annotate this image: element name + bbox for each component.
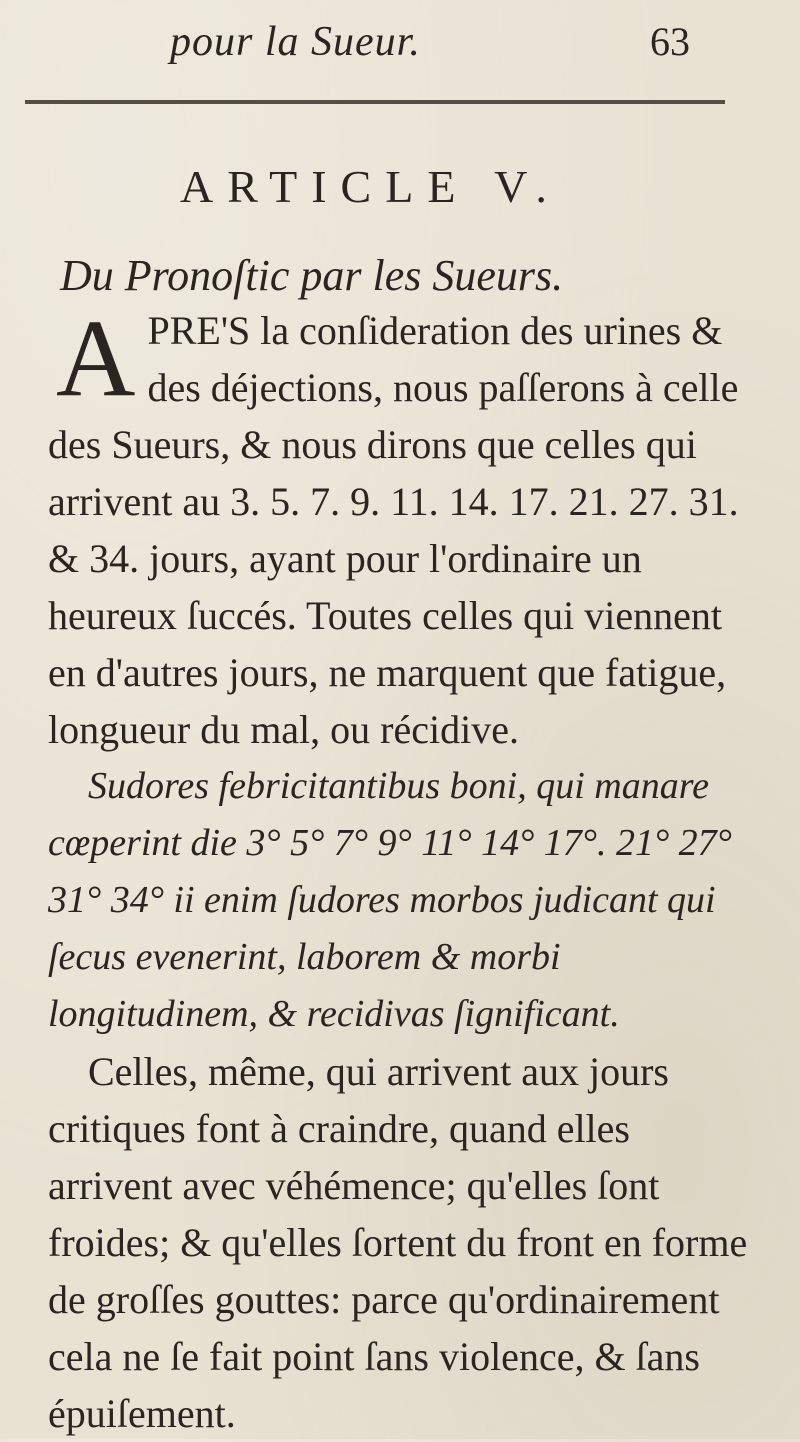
running-title: pour la Sueur. [170,19,421,65]
page-number: 63 [650,19,690,64]
paragraph-1 [48,297,748,758]
latin-quotation: Sudores febricitantibus boni, qui manare cœperint die 3° 5° 7° 9° 11° 14° 17°. 21° 27° 31° 34° ii enim ſudores morbos judicant qui ſecus evenerint, laborem & morbi longitudinem, & recidivas ſignificant. [48,765,732,1035]
header-rule [25,100,725,104]
paragraph-3: Celles, même, qui arrivent aux jours critiques font à craindre, quand elles arrivent avec véhémence; qu'elles ſont froides; & qu'elles ſortent du front en forme de groſſes gouttes: parce qu'ordinairement cela ne ſe fait point ſans violence, & ſans épuiſement. [48,1049,748,1436]
body-text [48,297,748,1442]
article-heading: ARTICLE V. [180,161,561,212]
section-title: Du Pronoſtic par les Sueurs. [60,251,564,300]
drop-cap: A [56,297,136,419]
paragraph-1-text: PRE'S la conſideration des urines & des déjections, nous paſſerons à celle des Sueurs, & nous dirons que celles qui arrivent au 3. 5. 7. 9. 11. 14. 17. 21. 27. 31. & 34. jours, ayant pour l'ordinaire un heureux ſuccés. Toutes celles qui viennent en d'autres jours, ne marquent que fatigue, longueur du mal, ou récidive. [48,308,739,752]
